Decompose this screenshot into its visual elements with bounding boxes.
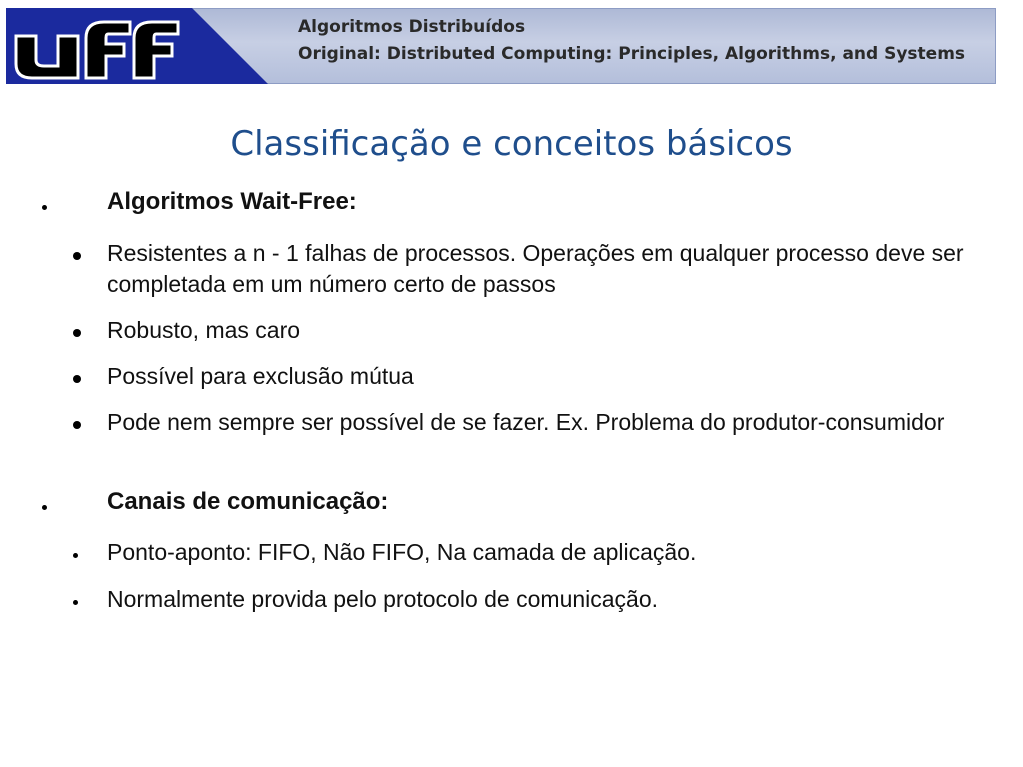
course-title: Algoritmos Distribuídos	[298, 17, 526, 37]
list-item: Possível para exclusão mútua	[107, 363, 414, 389]
section-bullet	[42, 505, 47, 510]
list-bullet	[73, 553, 78, 558]
list-item: Resistentes a n - 1 falhas de processos. Operações em qualquer processo deve ser completada em um número certo de passos	[107, 240, 964, 297]
header-banner	[6, 8, 996, 84]
list-item: Ponto-aponto: FIFO, Não FIFO, Na camada de aplicação.	[107, 539, 697, 565]
list-item: Robusto, mas caro	[107, 317, 301, 343]
section-bullet	[42, 205, 47, 210]
section-heading-canais: Canais de comunicação:	[107, 488, 389, 515]
list-bullet	[73, 375, 81, 383]
original-source: Original: Distributed Computing: Principles, Algorithms, and Systems	[298, 44, 966, 64]
list-item: Normalmente provida pelo protocolo de comunicação.	[107, 586, 659, 612]
list-item: Pode nem sempre ser possível de se fazer. Ex. Problema do produtor-consumidor	[107, 409, 945, 435]
section-heading-wait-free: Algoritmos Wait-Free:	[107, 188, 357, 215]
list-bullet	[73, 252, 81, 260]
uff-logo	[6, 8, 268, 84]
list-bullet	[73, 421, 81, 429]
list-bullet	[73, 600, 78, 605]
uff-logo-graphic	[6, 8, 268, 84]
list-bullet	[73, 329, 81, 337]
slide-title: Classificação e conceitos básicos	[230, 124, 793, 164]
